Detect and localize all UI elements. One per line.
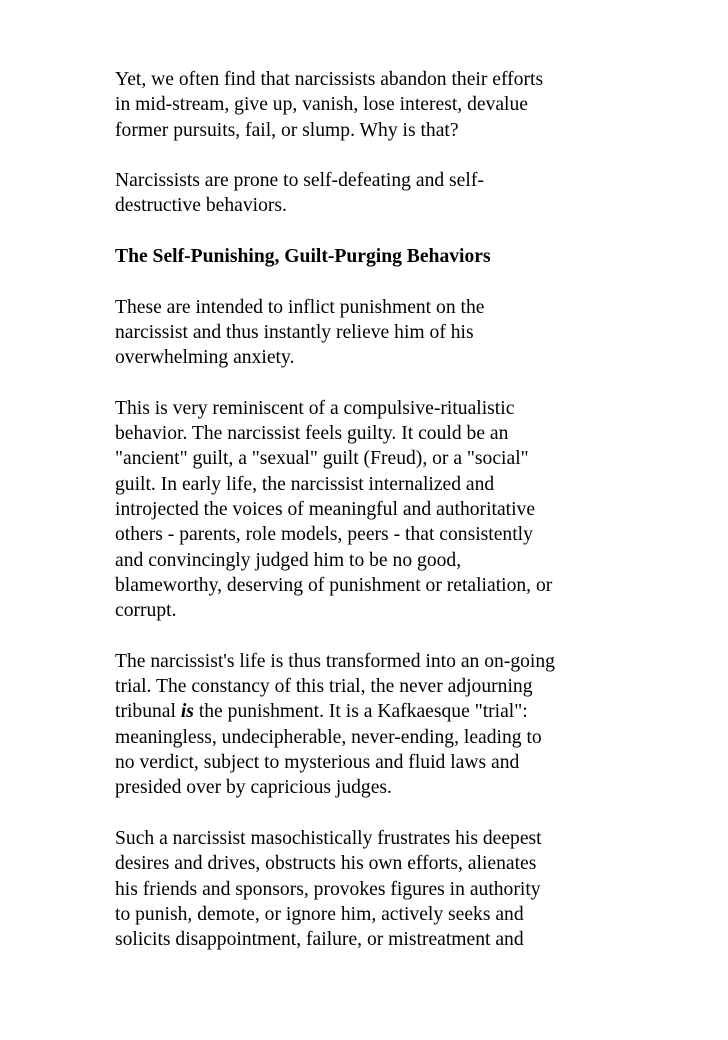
text-line: "ancient" guilt, a "sexual" guilt (Freud), or a "social" (115, 448, 529, 470)
text-line: others - parents, role models, peers - that consistently (115, 524, 533, 546)
text-line: desires and drives, obstructs his own efforts, alienates (115, 853, 537, 875)
heading-text: The Self-Punishing, Guilt-Purging Behaviors (115, 246, 491, 268)
text-line: meaningless, undecipherable, never-ending, leading to (115, 726, 542, 748)
text-line: destructive behaviors. (115, 195, 287, 217)
text-run: the punishment. It is a Kafkaesque "trial": (193, 701, 528, 723)
emphasized-word: is (180, 701, 194, 723)
text-line: These are intended to inflict punishment on the (115, 296, 485, 318)
text-line: in mid-stream, give up, vanish, lose interest, devalue (115, 94, 528, 116)
text-line: solicits disappointment, failure, or mistreatment and (115, 929, 524, 951)
paragraph-compulsive-ritualistic (115, 396, 615, 624)
paragraph-abandon-efforts (115, 67, 615, 143)
paragraph-masochistic (115, 826, 615, 952)
text-line: Narcissists are prone to self-defeating and self- (115, 170, 484, 192)
paragraph-ongoing-trial (115, 649, 615, 801)
text-line: Yet, we often find that narcissists abandon their efforts (115, 69, 544, 90)
section-heading (115, 244, 615, 269)
text-line: presided over by capricious judges. (115, 777, 392, 799)
text-line: overwhelming anxiety. (115, 347, 295, 369)
text-line: blameworthy, deserving of punishment or retaliation, or (115, 574, 553, 596)
text-line: introjected the voices of meaningful and authoritative (115, 499, 536, 521)
paragraph-inflict-punishment (115, 295, 615, 371)
text-line: behavior. The narcissist feels guilty. It could be an (115, 423, 509, 445)
text-line: corrupt. (115, 600, 177, 622)
text-line: narcissist and thus instantly relieve him of his (115, 321, 474, 343)
text-line: trial. The constancy of this trial, the never adjourning (115, 676, 533, 698)
text-line: no verdict, subject to mysterious and fluid laws and (115, 752, 520, 774)
paragraph-self-defeating (115, 168, 615, 219)
text-line: This is very reminiscent of a compulsive-ritualistic (115, 397, 515, 419)
text-line: Such a narcissist masochistically frustrates his deepest (115, 827, 542, 849)
text-line: former pursuits, fail, or slump. Why is that? (115, 119, 459, 141)
text-line: and convincingly judged him to be no good, (115, 549, 462, 571)
text-line-emphasis (115, 699, 615, 724)
text-run: tribunal (115, 701, 181, 723)
text-line: The narcissist's life is thus transformed into an on-going (115, 650, 555, 672)
text-line: guilt. In early life, the narcissist internalized and (115, 473, 495, 495)
text-line: his friends and sponsors, provokes figures in authority (115, 878, 541, 900)
text-line: to punish, demote, or ignore him, actively seeks and (115, 903, 524, 925)
document-page (115, 67, 615, 978)
